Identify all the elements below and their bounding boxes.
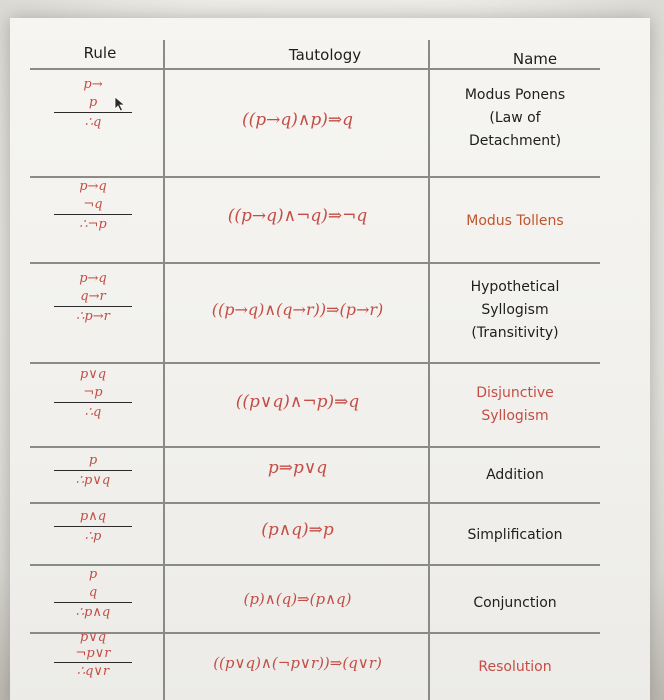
tautology-row-1: ((p→q)∧p)⇒q bbox=[242, 110, 353, 130]
grid-line-v1 bbox=[163, 40, 165, 700]
rule-row-8 bbox=[38, 630, 148, 680]
conclusion: ∴p bbox=[54, 526, 132, 546]
name-row-6: Simplification bbox=[467, 527, 563, 543]
conclusion: ∴p∨q bbox=[54, 470, 132, 490]
name-row-3: Hypothetical Syllogism (Transitivity) bbox=[470, 279, 560, 341]
premise: p∨q bbox=[79, 630, 107, 645]
rule-row-3 bbox=[38, 270, 148, 326]
tautology-row-4: ((p∨q)∧¬p)⇒q bbox=[235, 392, 360, 412]
tautology-row-5: p⇒p∨q bbox=[267, 458, 328, 478]
rule-row-1 bbox=[38, 76, 148, 132]
premise: p→q bbox=[79, 271, 107, 286]
premise: p→ bbox=[83, 77, 103, 92]
premise: p bbox=[88, 95, 98, 110]
premise: p bbox=[88, 567, 98, 582]
conclusion: ∴q∨r bbox=[54, 662, 132, 680]
header-name: Name bbox=[512, 50, 558, 68]
tautology-row-6: (p∧q)⇒p bbox=[261, 520, 334, 540]
rule-row-6 bbox=[38, 508, 148, 546]
premise: p→q bbox=[79, 179, 107, 194]
name-row-1: Modus Ponens (Law of Detachment) bbox=[464, 87, 566, 149]
name-row-5: Addition bbox=[486, 467, 544, 483]
conclusion: ∴p∧q bbox=[54, 602, 132, 622]
premise: q bbox=[88, 585, 98, 600]
grid-line-h0 bbox=[30, 68, 600, 70]
tautology-row-8: ((p∨q)∧(¬p∨r))⇒(q∨r) bbox=[213, 654, 382, 672]
conclusion: ∴¬p bbox=[54, 214, 132, 234]
tautology-row-3: ((p→q)∧(q→r))⇒(p→r) bbox=[211, 300, 384, 319]
rule-row-5 bbox=[38, 452, 148, 490]
conclusion: ∴q bbox=[54, 402, 132, 422]
conclusion: ∴q bbox=[54, 112, 132, 132]
name-row-4: Disjunctive Syllogism bbox=[476, 385, 554, 424]
premise: p bbox=[88, 453, 98, 468]
premise: ¬p bbox=[83, 385, 103, 400]
premise: p∨q bbox=[79, 367, 107, 382]
cursor-arrow-icon bbox=[114, 96, 128, 112]
premise: q→r bbox=[80, 289, 106, 304]
tautology-row-2: ((p→q)∧¬q)⇒¬q bbox=[227, 206, 368, 226]
grid-line-h4 bbox=[30, 446, 600, 448]
name-row-2: Modus Tollens bbox=[466, 213, 564, 229]
header-tautology: Tautology bbox=[288, 46, 362, 64]
premise: ¬p∨r bbox=[75, 646, 111, 661]
rule-row-7 bbox=[38, 566, 148, 622]
name-row-8: Resolution bbox=[478, 659, 552, 675]
premise: p∧q bbox=[79, 509, 107, 524]
grid-line-h2 bbox=[30, 262, 600, 264]
header-rule: Rule bbox=[83, 44, 117, 62]
tautology-row-7: (p)∧(q)⇒(p∧q) bbox=[243, 590, 352, 608]
conclusion: ∴p→r bbox=[54, 306, 132, 326]
grid-line-h5 bbox=[30, 502, 600, 504]
rule-row-4 bbox=[38, 366, 148, 422]
rule-row-2 bbox=[38, 178, 148, 234]
name-row-7: Conjunction bbox=[473, 595, 557, 611]
grid-line-h3 bbox=[30, 362, 600, 364]
paper-sheet bbox=[10, 18, 650, 700]
premise: ¬q bbox=[83, 197, 103, 212]
grid-line-v2 bbox=[428, 40, 430, 700]
